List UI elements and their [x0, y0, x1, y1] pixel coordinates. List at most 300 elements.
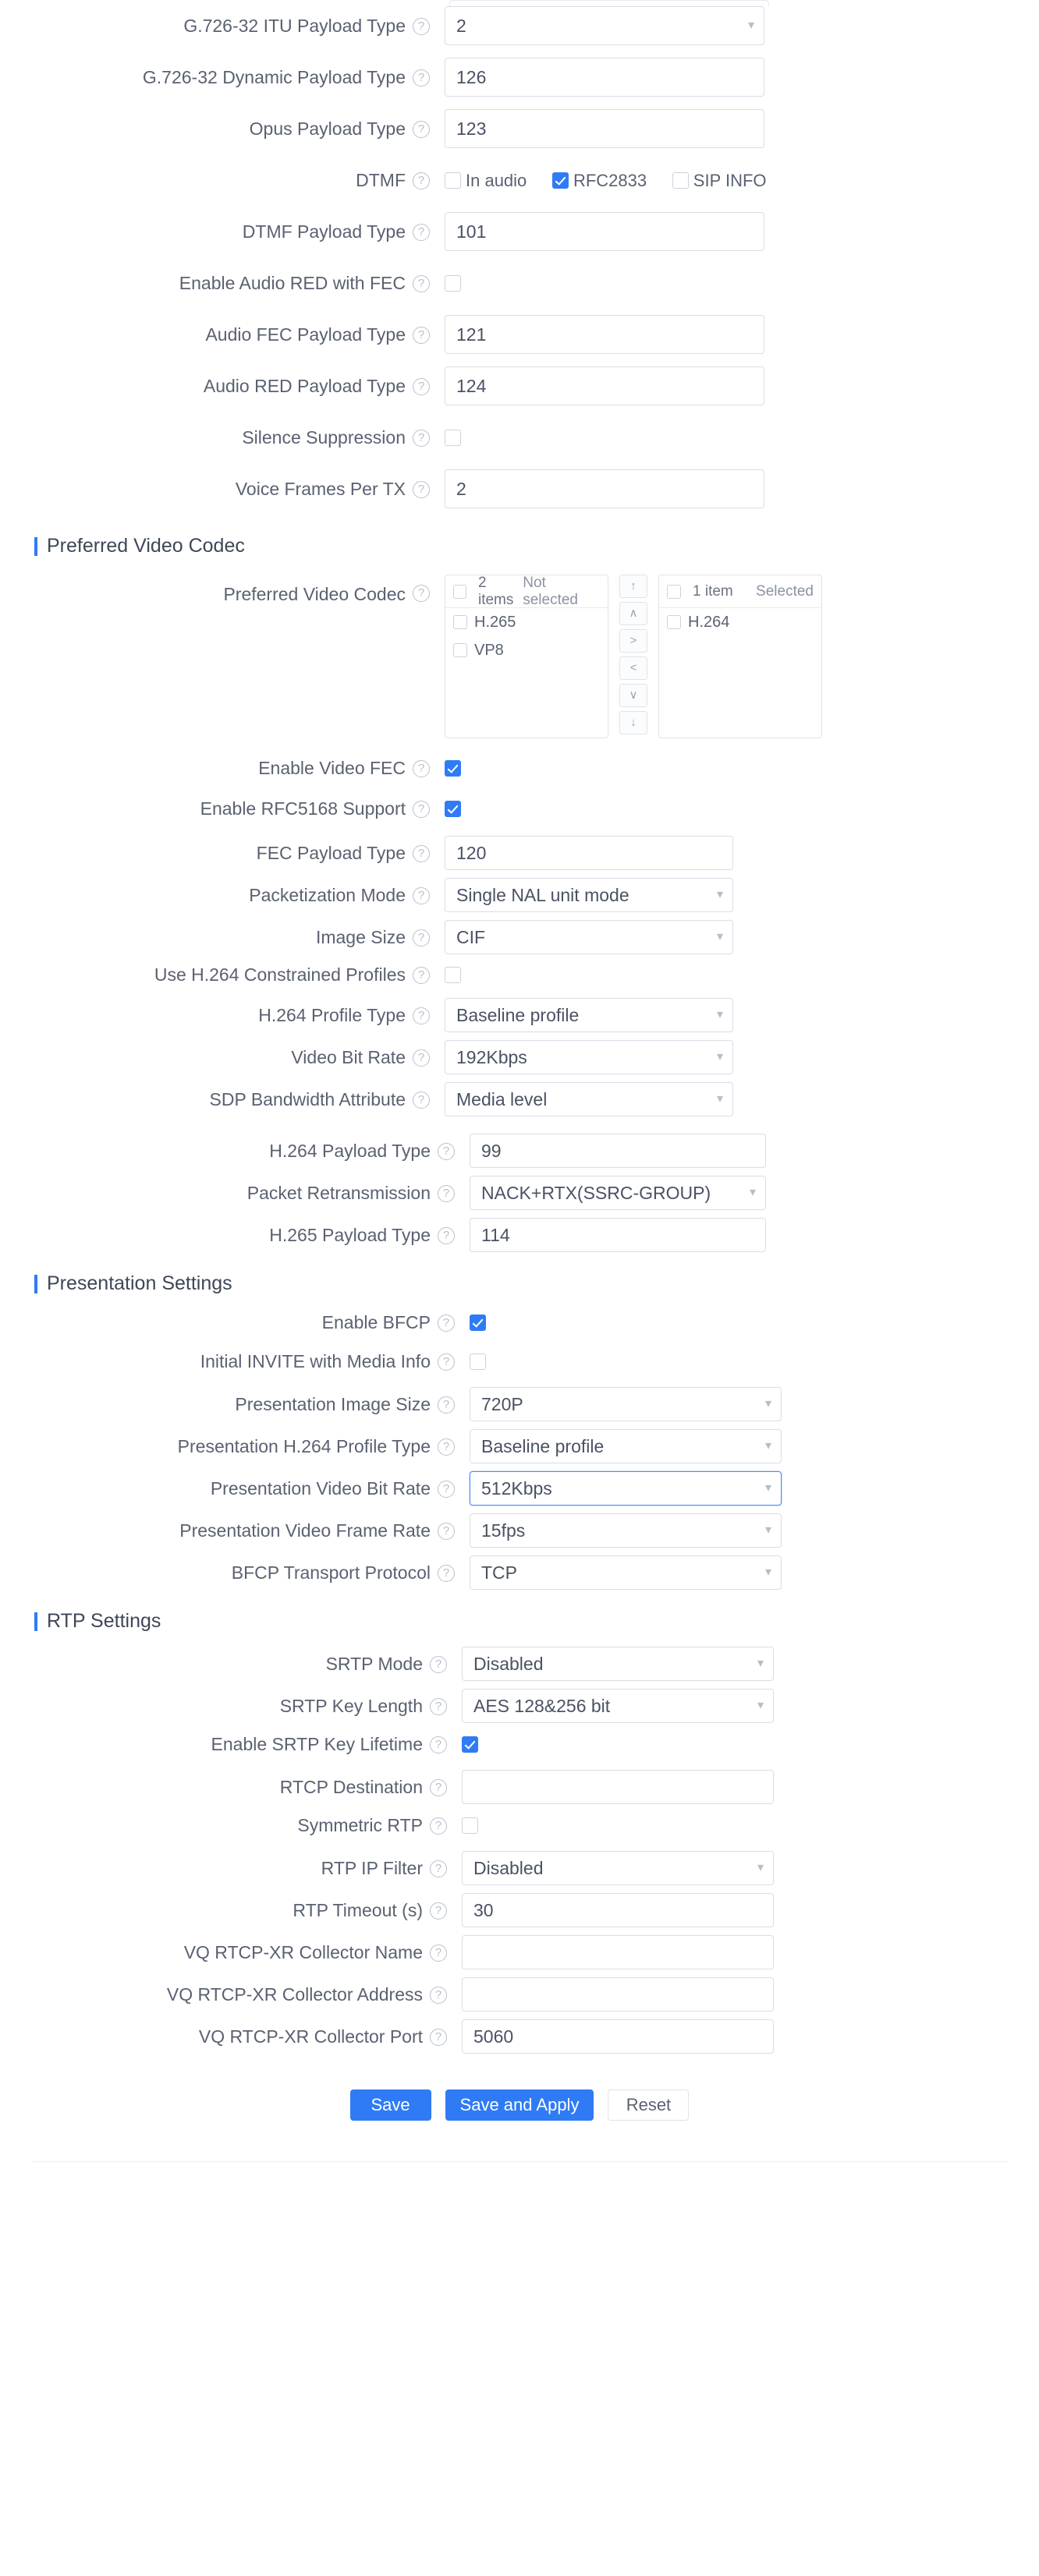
field-label: Symmetric RTP	[297, 1815, 423, 1835]
help-icon-wrap	[423, 1935, 454, 1969]
field-control	[437, 920, 1039, 954]
help-icon[interactable]: ?	[413, 172, 430, 189]
form-row-presentation-image-size	[0, 1387, 1039, 1421]
save-and-apply-button[interactable]: Save and Apply	[445, 2089, 594, 2121]
g726-dynamic-payload-type-input[interactable]: 126	[445, 58, 764, 97]
transfer-available-list	[445, 575, 608, 738]
dtmf-payload-type-input[interactable]: 101	[445, 212, 764, 251]
fec-payload-type-input[interactable]: 120	[445, 836, 733, 870]
field-control	[437, 315, 1039, 354]
form-actions	[0, 2089, 1039, 2121]
transfer-buttons	[616, 575, 651, 738]
presentation-video-frame-rate-select[interactable]	[470, 1513, 782, 1548]
h265-payload-type-input[interactable]: 114	[470, 1218, 766, 1252]
help-icon[interactable]: ?	[438, 1315, 455, 1332]
select-value: NACK+RTX(SSRC-GROUP)	[481, 1183, 711, 1203]
field-label: Opus Payload Type	[249, 119, 406, 139]
rtcp-destination-input[interactable]	[462, 1770, 774, 1804]
field-label: H.264 Profile Type	[258, 1005, 406, 1025]
item-checkbox[interactable]	[453, 643, 467, 657]
move-left-button[interactable]: <	[619, 656, 647, 680]
form-row-enable-bfcp	[0, 1309, 1039, 1340]
presentation-h264-profile-type-select[interactable]	[470, 1429, 782, 1463]
help-icon-wrap	[406, 212, 437, 251]
field-label: Initial INVITE with Media Info	[200, 1351, 431, 1371]
form-row-packet-retransmission	[0, 1176, 1039, 1210]
chevron-down-icon: ▾	[716, 930, 723, 943]
use-h264-constrained-profiles-checkbox[interactable]	[445, 967, 461, 983]
help-icon[interactable]: ?	[413, 275, 430, 292]
move-up-button[interactable]: ∧	[619, 602, 647, 625]
chevron-down-icon: ▾	[764, 1523, 771, 1537]
field-control	[437, 795, 1039, 822]
help-icon-wrap	[406, 878, 437, 912]
field-label: G.726-32 ITU Payload Type	[183, 16, 406, 36]
field-control	[462, 1218, 1039, 1252]
help-icon[interactable]: ?	[413, 845, 430, 862]
silence-suppression-checkbox[interactable]	[445, 418, 461, 457]
dtmf-sip-info-checkbox[interactable]	[672, 161, 689, 200]
form-row-presentation-h264-profile-type	[0, 1429, 1039, 1463]
rtp-ip-filter-select[interactable]	[462, 1851, 774, 1885]
presentation-video-bit-rate-select[interactable]	[470, 1471, 782, 1506]
srtp-mode-select[interactable]	[462, 1647, 774, 1681]
form-row-image-size	[0, 920, 1039, 954]
h264-profile-type-select[interactable]	[445, 998, 733, 1032]
chevron-down-icon: ▾	[716, 1008, 723, 1021]
field-control	[454, 1770, 1039, 1804]
field-control	[454, 1851, 1039, 1885]
select-value: TCP	[481, 1562, 517, 1583]
checkbox-box	[445, 172, 461, 189]
field-control	[437, 418, 1039, 457]
help-icon[interactable]: ?	[438, 1143, 455, 1160]
list-item[interactable]	[445, 636, 608, 664]
field-control	[462, 1134, 1039, 1168]
field-label: VQ RTCP-XR Collector Name	[183, 1942, 423, 1962]
symmetric-rtp-checkbox[interactable]	[462, 1817, 478, 1834]
help-icon-wrap	[431, 1471, 462, 1506]
section-header-preferred-video-codec	[34, 535, 1039, 557]
field-control	[462, 1555, 1039, 1590]
enable-bfcp-checkbox[interactable]	[470, 1315, 486, 1331]
field-control	[437, 58, 1039, 97]
help-icon-wrap	[431, 1176, 462, 1210]
transfer-available-header	[445, 575, 608, 608]
form-row-use-h264-constrained-profiles	[0, 962, 1039, 990]
list-item[interactable]	[445, 608, 608, 636]
field-label: Preferred Video Codec	[223, 584, 406, 604]
help-icon[interactable]: ?	[413, 224, 430, 241]
section-title: Preferred Video Codec	[47, 535, 245, 557]
field-control	[437, 836, 1039, 870]
field-label: VQ RTCP-XR Collector Address	[166, 1984, 423, 2005]
select-value: 720P	[481, 1394, 523, 1414]
available-state: Not selected	[523, 574, 579, 608]
field-control	[437, 161, 1039, 200]
field-label: Enable Video FEC	[258, 758, 406, 778]
chevron-down-icon: ▾	[749, 1186, 756, 1199]
help-icon-wrap	[406, 109, 437, 148]
audio-codec-group	[0, 6, 1039, 508]
field-label: Enable Audio RED with FEC	[179, 273, 406, 293]
help-icon-wrap	[406, 962, 437, 987]
chevron-down-icon: ▾	[747, 19, 754, 32]
select-value: Single NAL unit mode	[456, 885, 629, 905]
initial-invite-media-info-checkbox[interactable]	[470, 1353, 486, 1370]
select-value: Baseline profile	[456, 1005, 580, 1025]
field-label: Enable SRTP Key Lifetime	[211, 1734, 423, 1754]
form-row-enable-video-fec	[0, 755, 1039, 786]
help-icon-wrap	[423, 1977, 454, 2012]
select-value: 15fps	[481, 1520, 526, 1541]
help-icon-wrap	[406, 161, 437, 200]
dtmf-rfc2833-checkbox[interactable]	[552, 161, 569, 200]
help-icon-wrap	[406, 58, 437, 97]
reset-button[interactable]: Reset	[608, 2089, 689, 2121]
field-label: G.726-32 Dynamic Payload Type	[142, 67, 406, 87]
help-icon[interactable]: ?	[413, 1092, 430, 1109]
vq-collector-name-input[interactable]	[462, 1935, 774, 1969]
help-icon-wrap	[431, 1429, 462, 1463]
field-control	[437, 366, 1039, 405]
sdp-bandwidth-attribute-select[interactable]	[445, 1082, 733, 1116]
chevron-down-icon: ▾	[764, 1439, 771, 1453]
help-icon[interactable]: ?	[438, 1185, 455, 1202]
field-label: RTP IP Filter	[321, 1858, 423, 1878]
help-icon-wrap	[423, 1770, 454, 1804]
form-row-audio-red-payload-type	[0, 366, 1039, 405]
help-icon[interactable]: ?	[413, 1007, 430, 1024]
item-checkbox[interactable]	[453, 615, 467, 629]
checkbox-box	[552, 172, 569, 189]
field-control	[437, 6, 1039, 45]
field-control	[437, 469, 1039, 508]
help-icon[interactable]: ?	[413, 585, 430, 602]
field-control	[437, 212, 1039, 251]
section-header-rtp-settings	[34, 1610, 1039, 1633]
srtp-key-length-select[interactable]	[462, 1689, 774, 1723]
help-icon[interactable]: ?	[413, 430, 430, 447]
select-all-checkbox[interactable]	[667, 585, 681, 599]
form-row-sdp-bandwidth-attribute	[0, 1082, 1039, 1116]
help-icon[interactable]: ?	[413, 378, 430, 395]
move-right-button[interactable]: >	[619, 629, 647, 653]
chevron-down-icon: ▾	[757, 1657, 764, 1670]
field-control	[454, 1689, 1039, 1723]
help-icon[interactable]: ?	[413, 481, 430, 498]
transfer-selected-list	[658, 575, 822, 738]
help-icon[interactable]: ?	[430, 1860, 447, 1877]
voice-frames-per-tx-input[interactable]: 2	[445, 469, 764, 508]
field-control	[462, 1348, 1039, 1375]
checkbox-box	[445, 275, 461, 292]
audio-fec-payload-type-input[interactable]: 121	[445, 315, 764, 354]
move-bottom-button[interactable]: ↓	[619, 711, 647, 734]
help-icon-wrap	[423, 1893, 454, 1927]
chevron-down-icon: ▾	[757, 1861, 764, 1874]
codec-transfer-widget	[445, 575, 1039, 738]
packet-retransmission-select[interactable]	[470, 1176, 766, 1210]
form-row-fec-payload-type	[0, 836, 1039, 870]
move-down-button[interactable]: ∨	[619, 684, 647, 707]
help-icon[interactable]: ?	[413, 121, 430, 138]
form-row-h264-profile-type	[0, 998, 1039, 1032]
checkbox-box	[672, 172, 689, 189]
help-icon-wrap	[431, 1309, 462, 1336]
help-icon-wrap	[431, 1218, 462, 1252]
help-icon-wrap	[423, 1851, 454, 1885]
field-label: FEC Payload Type	[256, 843, 406, 863]
field-control	[437, 264, 1039, 303]
selected-count: 1 item	[693, 582, 733, 600]
help-icon[interactable]: ?	[413, 967, 430, 984]
help-icon-wrap	[406, 836, 437, 870]
field-label: Silence Suppression	[242, 427, 406, 448]
field-label: RTCP Destination	[279, 1777, 423, 1797]
form-row-presentation-video-frame-rate	[0, 1513, 1039, 1548]
help-icon[interactable]: ?	[430, 1779, 447, 1796]
enable-video-fec-checkbox[interactable]	[445, 760, 461, 777]
image-size-select[interactable]	[445, 920, 733, 954]
help-icon-wrap	[406, 1082, 437, 1116]
help-icon[interactable]: ?	[413, 1049, 430, 1067]
help-icon-wrap	[431, 1348, 462, 1375]
help-icon[interactable]: ?	[430, 1902, 447, 1920]
select-value: AES 128&256 bit	[473, 1696, 611, 1716]
field-control	[437, 1082, 1039, 1116]
form-row-video-bit-rate	[0, 1040, 1039, 1074]
vq-collector-port-input[interactable]: 5060	[462, 2019, 774, 2054]
field-control	[454, 1893, 1039, 1927]
dtmf-sip-info-label: SIP INFO	[693, 170, 767, 190]
field-label: DTMF	[356, 170, 406, 190]
help-icon[interactable]: ?	[438, 1227, 455, 1244]
chevron-down-icon: ▾	[716, 888, 723, 901]
help-icon-wrap	[423, 1812, 454, 1838]
form-row-enable-audio-red-fec	[0, 264, 1039, 303]
field-control	[462, 1387, 1039, 1421]
help-icon[interactable]: ?	[413, 801, 430, 818]
form-row-voice-frames-per-tx	[0, 469, 1039, 508]
help-icon[interactable]: ?	[430, 1944, 447, 1962]
field-label: Presentation Image Size	[235, 1394, 431, 1414]
g726-itu-payload-type-select[interactable]	[445, 6, 764, 45]
field-label: Use H.264 Constrained Profiles	[154, 964, 406, 985]
field-label: Voice Frames Per TX	[235, 479, 406, 499]
form-row-vq-collector-name	[0, 1935, 1039, 1969]
help-icon[interactable]: ?	[413, 929, 430, 947]
field-label: Audio RED Payload Type	[203, 376, 406, 396]
help-icon[interactable]: ?	[413, 887, 430, 904]
help-icon-wrap	[406, 264, 437, 303]
chevron-down-icon: ▾	[764, 1397, 771, 1410]
form-row-h265-payload-type	[0, 1218, 1039, 1252]
checkbox-box	[445, 430, 461, 446]
select-value: CIF	[456, 927, 486, 947]
field-control	[454, 1731, 1039, 1757]
help-icon-wrap	[406, 1040, 437, 1074]
audio-red-payload-type-input[interactable]: 124	[445, 366, 764, 405]
bfcp-transport-protocol-select[interactable]	[470, 1555, 782, 1590]
field-label: VQ RTCP-XR Collector Port	[198, 2026, 423, 2047]
dtmf-in-audio-checkbox[interactable]	[445, 161, 461, 200]
help-icon[interactable]: ?	[438, 1523, 455, 1540]
field-label: SDP Bandwidth Attribute	[209, 1089, 406, 1109]
dtmf-rfc2833-label: RFC2833	[573, 170, 647, 190]
field-control	[454, 2019, 1039, 2054]
chevron-down-icon: ▾	[764, 1566, 771, 1579]
field-control	[437, 998, 1039, 1032]
section-accent-bar	[34, 1612, 37, 1631]
help-icon-wrap	[406, 795, 437, 822]
select-value: Disabled	[473, 1654, 544, 1674]
section-header-presentation-settings	[34, 1272, 1039, 1295]
help-icon[interactable]: ?	[438, 1353, 455, 1371]
form-row-enable-rfc5168	[0, 795, 1039, 826]
help-icon[interactable]: ?	[438, 1565, 455, 1582]
help-icon[interactable]: ?	[430, 1817, 447, 1835]
help-icon[interactable]: ?	[430, 1736, 447, 1753]
select-value: Disabled	[473, 1858, 544, 1878]
field-control	[437, 962, 1039, 987]
footer-divider	[31, 2161, 1008, 2162]
field-label: Audio FEC Payload Type	[205, 324, 406, 345]
help-icon-wrap	[406, 315, 437, 354]
field-label: H.265 Payload Type	[269, 1225, 431, 1245]
partial-field-above	[449, 0, 769, 6]
presentation-image-size-select[interactable]	[470, 1387, 782, 1421]
form-row-srtp-key-length	[0, 1689, 1039, 1723]
select-all-checkbox[interactable]	[453, 585, 466, 599]
help-icon-wrap	[431, 1513, 462, 1548]
form-row-enable-srtp-key-lifetime	[0, 1731, 1039, 1762]
help-icon-wrap	[423, 1689, 454, 1723]
form-row-silence-suppression	[0, 418, 1039, 457]
help-icon-wrap	[423, 1731, 454, 1757]
help-icon[interactable]: ?	[438, 1438, 455, 1456]
field-label: BFCP Transport Protocol	[231, 1562, 431, 1583]
field-control	[462, 1471, 1039, 1506]
field-control	[454, 1935, 1039, 1969]
chevron-down-icon: ▾	[764, 1481, 771, 1495]
form-row-packetization-mode	[0, 878, 1039, 912]
help-icon[interactable]: ?	[413, 327, 430, 344]
video-bit-rate-select[interactable]	[445, 1040, 733, 1074]
chevron-down-icon: ▾	[716, 1050, 723, 1063]
form-row-h264-payload-type	[0, 1134, 1039, 1168]
field-label: Enable BFCP	[321, 1312, 431, 1332]
form-row-dtmf-payload-type	[0, 212, 1039, 251]
help-icon[interactable]: ?	[430, 1987, 447, 2004]
vq-collector-address-input[interactable]	[462, 1977, 774, 2012]
form-row-dtmf	[0, 161, 1039, 200]
opus-payload-type-input[interactable]: 123	[445, 109, 764, 148]
field-control	[454, 1812, 1039, 1838]
field-control	[462, 1309, 1039, 1336]
form-row-srtp-mode	[0, 1647, 1039, 1681]
field-label: Presentation Video Frame Rate	[179, 1520, 431, 1541]
chevron-down-icon: ▾	[757, 1699, 764, 1712]
help-icon-wrap	[406, 6, 437, 45]
field-label: Image Size	[315, 927, 406, 947]
field-label: Enable RFC5168 Support	[200, 798, 406, 819]
select-value: 192Kbps	[456, 1047, 527, 1067]
help-icon-wrap	[406, 469, 437, 508]
help-icon-wrap	[406, 755, 437, 781]
list-item-label: H.264	[688, 613, 730, 631]
enable-audio-red-fec-checkbox[interactable]	[445, 264, 461, 303]
h264-payload-type-input[interactable]: 99	[470, 1134, 766, 1168]
field-label: H.264 Payload Type	[269, 1141, 431, 1161]
help-icon-wrap	[431, 1555, 462, 1590]
field-label: Presentation Video Bit Rate	[210, 1478, 431, 1499]
packetization-mode-select[interactable]	[445, 878, 733, 912]
item-checkbox[interactable]	[667, 615, 681, 629]
help-icon[interactable]: ?	[413, 18, 430, 35]
help-icon[interactable]: ?	[438, 1481, 455, 1498]
form-row-vq-collector-port	[0, 2019, 1039, 2054]
available-count: 2 items	[477, 574, 514, 608]
list-item[interactable]	[659, 608, 821, 636]
help-icon[interactable]: ?	[413, 760, 430, 777]
enable-srtp-key-lifetime-checkbox[interactable]	[462, 1736, 478, 1753]
move-top-button[interactable]: ↑	[619, 575, 647, 598]
form-row-presentation-video-bit-rate	[0, 1471, 1039, 1506]
field-control	[437, 755, 1039, 781]
help-icon-wrap	[406, 998, 437, 1032]
section-accent-bar	[34, 1275, 37, 1293]
help-icon[interactable]: ?	[438, 1396, 455, 1414]
field-label: RTP Timeout (s)	[293, 1900, 423, 1920]
help-icon-wrap	[423, 1647, 454, 1681]
form-row-symmetric-rtp	[0, 1812, 1039, 1843]
form-row-audio-fec-payload-type	[0, 315, 1039, 354]
help-icon[interactable]: ?	[430, 1698, 447, 1715]
form-row-bfcp-transport-protocol	[0, 1555, 1039, 1590]
transfer-selected-header	[659, 575, 821, 608]
field-label: Presentation H.264 Profile Type	[177, 1436, 431, 1456]
select-value: Baseline profile	[481, 1436, 605, 1456]
list-item-label: H.265	[474, 613, 516, 631]
help-icon[interactable]: ?	[430, 1656, 447, 1673]
enable-rfc5168-checkbox[interactable]	[445, 801, 461, 817]
help-icon-wrap	[406, 418, 437, 457]
form-row-rtp-ip-filter	[0, 1851, 1039, 1885]
field-control	[437, 575, 1039, 738]
select-value: 2	[456, 16, 466, 36]
field-control	[437, 1040, 1039, 1074]
chevron-down-icon: ▾	[716, 1092, 723, 1106]
rtp-timeout-input[interactable]: 30	[462, 1893, 774, 1927]
help-icon[interactable]: ?	[413, 69, 430, 87]
save-button[interactable]: Save	[350, 2089, 431, 2121]
field-control	[462, 1176, 1039, 1210]
form-row-initial-invite-media-info	[0, 1348, 1039, 1379]
field-label: Packetization Mode	[249, 885, 406, 905]
help-icon-wrap	[406, 575, 437, 610]
form-row-g726-itu-payload-type	[0, 6, 1039, 45]
help-icon-wrap	[406, 920, 437, 954]
help-icon-wrap	[431, 1387, 462, 1421]
field-label: SRTP Mode	[325, 1654, 423, 1674]
help-icon[interactable]: ?	[430, 2029, 447, 2046]
selected-state: Selected	[756, 582, 814, 600]
field-control	[437, 109, 1039, 148]
field-control	[454, 1977, 1039, 2012]
form-row-vq-collector-address	[0, 1977, 1039, 2012]
form-row-g726-dynamic-payload-type	[0, 58, 1039, 97]
